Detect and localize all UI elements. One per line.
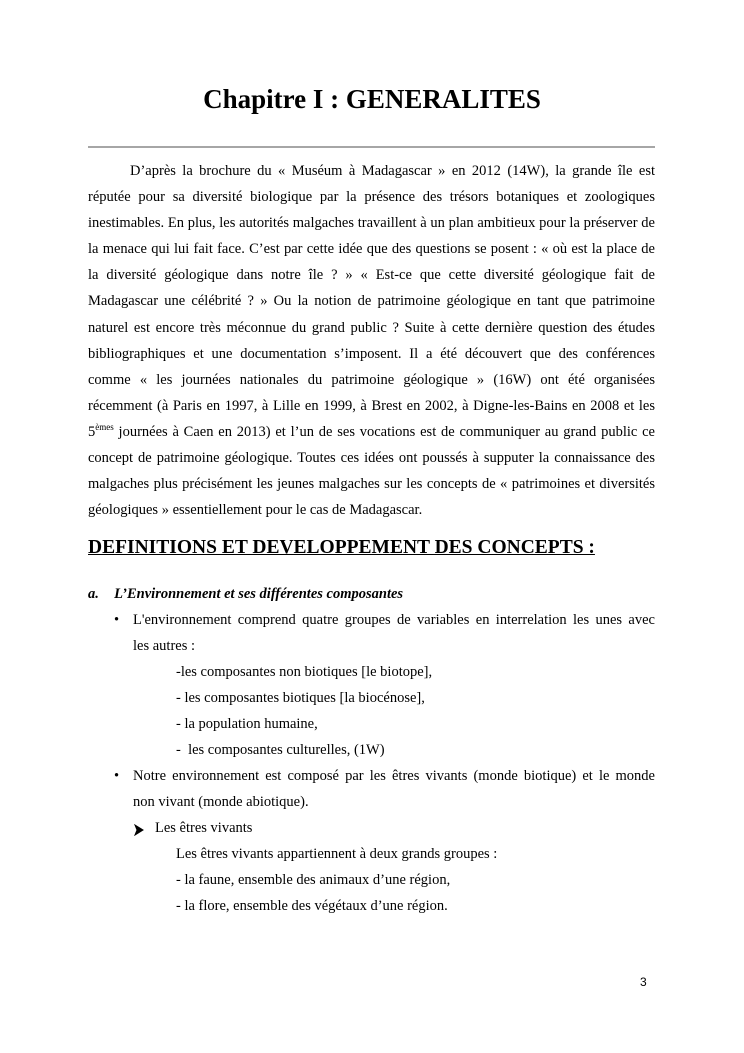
arrow-bullet-icon (134, 820, 144, 836)
living-group-item: - la faune, ensemble des animaux d’une région, (176, 872, 451, 888)
subsection-heading (88, 586, 403, 603)
subsection-title: L’Environnement et ses différentes composantes (114, 586, 404, 602)
bullet-dot-icon: • (114, 768, 120, 784)
intro-text: D’après la brochure du « Muséum à Madagascar » en 2012 (14W), la grande île est réputée pour sa diversité biologique par la présence des trésors botaniques et zoologiques inestimables. En plus, les autorités malgaches travaillent à un plan ambitieux pour la préserver de la menace qui lui fait face. C’est par cette idée que des questions se posent : « où est la place de la diversité géologique dans notre île ? » « Est-ce que cette diversité géologique fait de Madagascar une célébrité ? » Ou la notion de patrimoine géologique en tant que patrimoine naturel est encore très méconnue du grand public ? Suite à cette dernière question des études bibliographiques et une documentation s’imposent. Il a été découvert que des conférences comme « les journées nationales du patrimoine géologique » (16W) ont été organisées récemment (à Paris en 1997, à Lille en 1999, à Brest en 2002, à Digne-les-Bains en 2008 et les 5 (88, 163, 655, 440)
living-intro: Les êtres vivants appartiennent à deux grands groupes : (176, 846, 498, 862)
component-item: - la population humaine, (176, 716, 318, 732)
page-number: 3 (640, 975, 647, 989)
title-divider (88, 146, 655, 148)
bullet-1-line-2: les autres : (133, 638, 196, 654)
bullet-dot-icon: • (114, 612, 120, 628)
living-group-item: - la flore, ensemble des végétaux d’une région. (176, 898, 448, 914)
intro-text-end: journées à Caen en 2013) et l’un de ses vocations est de communiquer au grand public ce concept de patrimoine géologique. Toutes ces idées ont poussés à supputer la connaissance des malgaches plus précisément les jeunes malgaches sur les concepts de « patrimoines et diversités géologiques » essentiellement pour le cas de Madagascar. (88, 423, 655, 519)
subsection-marker: a. (88, 586, 99, 602)
bullet-2-line-2: non vivant (monde abiotique). (133, 794, 309, 810)
arrow-item-label: Les êtres vivants (155, 820, 253, 836)
section-heading: DEFINITIONS ET DEVELOPPEMENT DES CONCEPTS : (88, 537, 595, 558)
bullet-1-line-1: L'environnement comprend quatre groupes de variables en interrelation les unes avec (133, 612, 655, 628)
component-item: - les composantes biotiques [la biocénose], (176, 690, 425, 706)
intro-paragraph (88, 158, 655, 523)
component-item: - les composantes culturelles, (1W) (176, 742, 385, 758)
component-item: -les composantes non biotiques [le biotope], (176, 664, 433, 680)
bullet-2-line-1: Notre environnement est composé par les êtres vivants (monde biotique) et le monde (133, 768, 655, 784)
chapter-title: Chapitre I : GENERALITES (203, 84, 541, 114)
intro-superscript: èmes (95, 421, 114, 432)
